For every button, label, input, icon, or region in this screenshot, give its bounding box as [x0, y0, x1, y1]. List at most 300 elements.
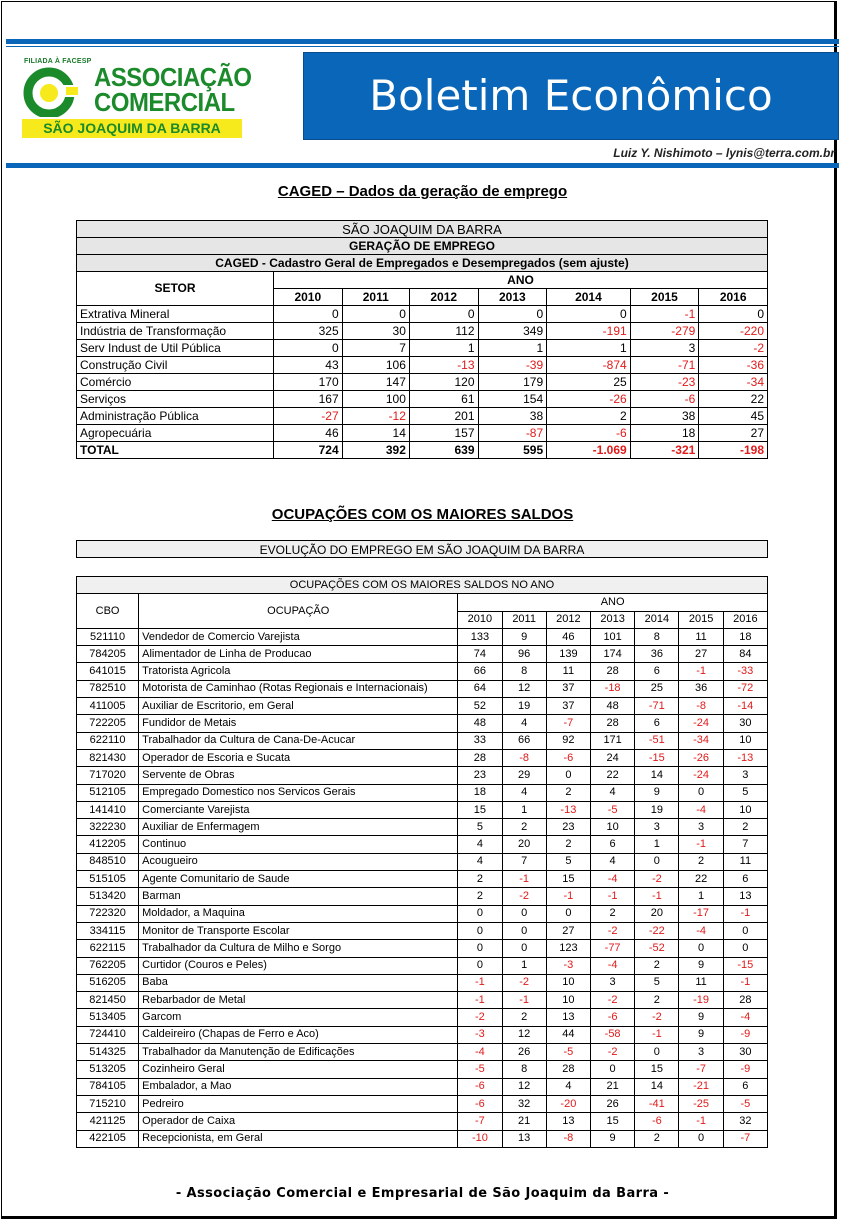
- occupation-value-cell: 6: [635, 663, 679, 680]
- occupation-value-cell: -8: [679, 698, 723, 715]
- caged-value-cell: 112: [409, 323, 478, 340]
- occupation-value-cell: -18: [591, 680, 635, 697]
- caged-value-cell: -6: [547, 425, 631, 442]
- caged-value-cell: 0: [409, 306, 478, 323]
- occupation-value-cell: 21: [502, 1113, 546, 1130]
- occupations-year-header: 2016: [723, 611, 767, 628]
- occupation-value-cell: 28: [723, 992, 767, 1009]
- header-top-bar: [6, 39, 839, 44]
- cbo-cell: 521110: [77, 628, 139, 645]
- cbo-cell: 514325: [77, 1044, 139, 1061]
- occupation-value-cell: 0: [458, 940, 502, 957]
- bulletin-title-box: [303, 52, 839, 140]
- occupation-value-cell: 6: [591, 836, 635, 853]
- caged-value-cell: 14: [342, 425, 409, 442]
- occupation-value-cell: -7: [458, 1113, 502, 1130]
- cbo-cell: 421125: [77, 1113, 139, 1130]
- occupation-value-cell: 3: [679, 819, 723, 836]
- caged-year-header: 2012: [409, 289, 478, 306]
- cbo-cell: 622110: [77, 732, 139, 749]
- occupation-value-cell: -4: [679, 801, 723, 818]
- caged-total-cell: 724: [274, 442, 343, 459]
- ocupacao-cell: Operador de Caixa: [139, 1113, 458, 1130]
- occupation-value-cell: 3: [635, 819, 679, 836]
- occupation-value-cell: 4: [591, 784, 635, 801]
- occupation-row: [77, 732, 768, 749]
- occupation-value-cell: 12: [502, 680, 546, 697]
- ocupacao-cell: Motorista de Caminhao (Rotas Regionais e Internacionais): [139, 680, 458, 697]
- occupation-value-cell: 11: [723, 853, 767, 870]
- occupation-row: [77, 1130, 768, 1147]
- occupation-value-cell: -19: [679, 992, 723, 1009]
- caged-value-cell: -71: [630, 357, 699, 374]
- occupation-value-cell: 7: [723, 836, 767, 853]
- occupation-value-cell: 32: [723, 1113, 767, 1130]
- occupation-value-cell: 9: [679, 957, 723, 974]
- caged-row: [77, 408, 768, 425]
- occupation-value-cell: -4: [679, 922, 723, 939]
- occupation-value-cell: 13: [546, 1113, 590, 1130]
- occupation-value-cell: 37: [546, 698, 590, 715]
- occupation-value-cell: 0: [502, 922, 546, 939]
- occupation-value-cell: 30: [723, 1044, 767, 1061]
- occupation-value-cell: 8: [502, 663, 546, 680]
- caged-table-source: CAGED - Cadastro Geral de Empregados e Desempregados (sem ajuste): [77, 255, 768, 272]
- occupations-year-header: 2013: [591, 611, 635, 628]
- ocupacao-cell: Auxiliar de Enfermagem: [139, 819, 458, 836]
- occupation-value-cell: -25: [679, 1095, 723, 1112]
- caged-value-cell: 38: [630, 408, 699, 425]
- occupation-value-cell: 44: [546, 1026, 590, 1043]
- occupation-value-cell: 10: [723, 801, 767, 818]
- occupation-row: [77, 1044, 768, 1061]
- ocupacao-cell: Comerciante Varejista: [139, 801, 458, 818]
- ocupacao-cell: Trabalhador da Cultura de Milho e Sorgo: [139, 940, 458, 957]
- occupation-value-cell: 0: [458, 905, 502, 922]
- ocupacao-cell: Acougueiro: [139, 853, 458, 870]
- caged-year-header: 2016: [699, 289, 768, 306]
- ocupacao-header: OCUPAÇÃO: [139, 594, 458, 629]
- ocupacao-cell: Cozinheiro Geral: [139, 1061, 458, 1078]
- occupations-year-header: 2012: [546, 611, 590, 628]
- occupation-value-cell: 6: [723, 1078, 767, 1095]
- occupation-value-cell: 0: [635, 853, 679, 870]
- caged-total-row: [77, 442, 768, 459]
- occupation-value-cell: 15: [458, 801, 502, 818]
- caged-year-header: 2014: [547, 289, 631, 306]
- occupation-value-cell: -1: [635, 888, 679, 905]
- ocupacao-cell: Trabalhador da Cultura de Cana-De-Acucar: [139, 732, 458, 749]
- caged-value-cell: 22: [699, 391, 768, 408]
- occupation-value-cell: 18: [458, 784, 502, 801]
- occupation-value-cell: 0: [679, 1130, 723, 1147]
- caged-value-cell: -87: [478, 425, 547, 442]
- occupation-value-cell: -41: [635, 1095, 679, 1112]
- occupation-value-cell: 0: [546, 767, 590, 784]
- occupation-value-cell: -15: [635, 749, 679, 766]
- caged-value-cell: 38: [478, 408, 547, 425]
- occupation-value-cell: 0: [723, 940, 767, 957]
- occupation-value-cell: 0: [458, 957, 502, 974]
- occupation-value-cell: -2: [635, 1009, 679, 1026]
- caged-value-cell: -1: [630, 306, 699, 323]
- occupations-ano-header: ANO: [458, 594, 768, 611]
- occupation-value-cell: 4: [546, 1078, 590, 1095]
- occupation-row: [77, 767, 768, 784]
- occupation-value-cell: -2: [591, 922, 635, 939]
- occupations-year-header: 2015: [679, 611, 723, 628]
- caged-value-cell: 2: [547, 408, 631, 425]
- occupation-value-cell: 10: [546, 992, 590, 1009]
- occupation-row: [77, 871, 768, 888]
- occupation-value-cell: 20: [502, 836, 546, 853]
- ocupacao-cell: Baba: [139, 974, 458, 991]
- occupation-value-cell: -4: [591, 871, 635, 888]
- header-bottom-bar: [6, 163, 839, 168]
- cbo-cell: 715210: [77, 1095, 139, 1112]
- caged-setor-header: SETOR: [77, 272, 274, 306]
- occupation-value-cell: 2: [635, 957, 679, 974]
- ocupacao-cell: Barman: [139, 888, 458, 905]
- caged-row: [77, 374, 768, 391]
- occupation-row: [77, 749, 768, 766]
- occupation-value-cell: 2: [635, 1130, 679, 1147]
- caged-value-cell: 179: [478, 374, 547, 391]
- occupation-value-cell: 2: [723, 819, 767, 836]
- caged-value-cell: -39: [478, 357, 547, 374]
- caged-total-cell: -1.069: [547, 442, 631, 459]
- caged-value-cell: -23: [630, 374, 699, 391]
- caged-year-header: 2011: [342, 289, 409, 306]
- cbo-cell: 762205: [77, 957, 139, 974]
- occupation-row: [77, 853, 768, 870]
- ocupacao-cell: Embalador, a Mao: [139, 1078, 458, 1095]
- occupation-value-cell: -8: [502, 749, 546, 766]
- occupation-value-cell: -71: [635, 698, 679, 715]
- caged-value-cell: -36: [699, 357, 768, 374]
- caged-value-cell: 106: [342, 357, 409, 374]
- occupation-row: [77, 905, 768, 922]
- caged-value-cell: 0: [274, 340, 343, 357]
- caged-table: [76, 220, 768, 459]
- caged-section-title: CAGED – Dados da geração de emprego: [277, 183, 568, 200]
- occupation-value-cell: 9: [679, 1009, 723, 1026]
- occupation-value-cell: -1: [591, 888, 635, 905]
- occupation-value-cell: 37: [546, 680, 590, 697]
- occupation-value-cell: -2: [502, 888, 546, 905]
- occupation-value-cell: -77: [591, 940, 635, 957]
- occupation-value-cell: -33: [723, 663, 767, 680]
- ocupacao-cell: Operador de Escoria e Sucata: [139, 749, 458, 766]
- occupation-value-cell: -3: [546, 957, 590, 974]
- ocupacao-cell: Empregado Domestico nos Servicos Gerais: [139, 784, 458, 801]
- occupation-value-cell: -6: [458, 1078, 502, 1095]
- caged-value-cell: -220: [699, 323, 768, 340]
- caged-year-header: 2015: [630, 289, 699, 306]
- occupation-value-cell: 19: [502, 698, 546, 715]
- ocupacao-cell: Continuo: [139, 836, 458, 853]
- occupation-row: [77, 1113, 768, 1130]
- occupations-year-header: 2014: [635, 611, 679, 628]
- occupation-value-cell: -1: [458, 992, 502, 1009]
- occupation-value-cell: 5: [546, 853, 590, 870]
- occupation-value-cell: 1: [502, 957, 546, 974]
- occupation-value-cell: -1: [679, 1113, 723, 1130]
- occupation-value-cell: -3: [458, 1026, 502, 1043]
- occupation-value-cell: 1: [502, 801, 546, 818]
- caged-value-cell: 167: [274, 391, 343, 408]
- caged-year-header: 2013: [478, 289, 547, 306]
- bulletin-title: Boletim Econômico: [369, 71, 773, 120]
- caged-setor-cell: Extrativa Mineral: [77, 306, 274, 323]
- occupation-row: [77, 1061, 768, 1078]
- occupation-row: [77, 1095, 768, 1112]
- caged-value-cell: -6: [630, 391, 699, 408]
- occupation-value-cell: 2: [635, 992, 679, 1009]
- caged-row: [77, 323, 768, 340]
- occupation-value-cell: 92: [546, 732, 590, 749]
- occupation-value-cell: -22: [635, 922, 679, 939]
- caged-value-cell: 43: [274, 357, 343, 374]
- cbo-cell: 411005: [77, 698, 139, 715]
- occupation-value-cell: 48: [591, 698, 635, 715]
- cbo-cell: 821430: [77, 749, 139, 766]
- occupation-value-cell: 12: [502, 1078, 546, 1095]
- occupation-row: [77, 663, 768, 680]
- occupation-value-cell: -58: [591, 1026, 635, 1043]
- occupation-value-cell: -5: [723, 1095, 767, 1112]
- occupation-value-cell: 13: [546, 1009, 590, 1026]
- occupation-value-cell: -20: [546, 1095, 590, 1112]
- occupation-value-cell: 13: [502, 1130, 546, 1147]
- cbo-cell: 513405: [77, 1009, 139, 1026]
- occupation-value-cell: 0: [591, 1061, 635, 1078]
- occupation-value-cell: 27: [546, 922, 590, 939]
- occupation-value-cell: -4: [458, 1044, 502, 1061]
- occupation-value-cell: 2: [458, 888, 502, 905]
- occupation-value-cell: 2: [546, 836, 590, 853]
- caged-row: [77, 340, 768, 357]
- occupations-year-header: 2010: [458, 611, 502, 628]
- occupations-table-title: OCUPAÇÕES COM OS MAIORES SALDOS NO ANO: [77, 577, 768, 594]
- occupation-value-cell: 10: [591, 819, 635, 836]
- footer-association: - Associação Comercial e Empresarial de São Joaquim da Barra -: [175, 1186, 670, 1201]
- occupation-value-cell: 11: [679, 974, 723, 991]
- cbo-cell: 516205: [77, 974, 139, 991]
- occupation-value-cell: -14: [723, 698, 767, 715]
- ocupacao-cell: Curtidor (Couros e Peles): [139, 957, 458, 974]
- occupation-value-cell: 10: [546, 974, 590, 991]
- occupation-row: [77, 698, 768, 715]
- caged-setor-cell: Administração Pública: [77, 408, 274, 425]
- occupation-value-cell: 5: [458, 819, 502, 836]
- ocupacao-cell: Monitor de Transporte Escolar: [139, 922, 458, 939]
- occupation-value-cell: -1: [723, 974, 767, 991]
- logo-name-line1: ASSOCIAÇÃO: [94, 62, 252, 92]
- caged-value-cell: 0: [274, 306, 343, 323]
- occupation-value-cell: 28: [591, 715, 635, 732]
- occupation-value-cell: 9: [679, 1026, 723, 1043]
- occupation-value-cell: -51: [635, 732, 679, 749]
- caged-ano-header: ANO: [274, 272, 768, 289]
- occupation-value-cell: 4: [591, 853, 635, 870]
- occupation-value-cell: 64: [458, 680, 502, 697]
- occupation-value-cell: 48: [458, 715, 502, 732]
- occupation-value-cell: -17: [679, 905, 723, 922]
- caged-value-cell: 61: [409, 391, 478, 408]
- occupation-value-cell: -6: [635, 1113, 679, 1130]
- caged-table-subtitle: GERAÇÃO DE EMPREGO: [77, 238, 768, 255]
- occupation-value-cell: -26: [679, 749, 723, 766]
- caged-value-cell: -12: [342, 408, 409, 425]
- occupation-value-cell: 6: [723, 871, 767, 888]
- occupation-value-cell: 25: [635, 680, 679, 697]
- occupation-value-cell: -7: [679, 1061, 723, 1078]
- caged-value-cell: 0: [699, 306, 768, 323]
- caged-value-cell: 18: [630, 425, 699, 442]
- ocupacao-cell: Trabalhador da Manutenção de Edificações: [139, 1044, 458, 1061]
- occupation-value-cell: 6: [635, 715, 679, 732]
- occupation-value-cell: 8: [635, 628, 679, 645]
- occupation-value-cell: 0: [635, 1044, 679, 1061]
- occupation-value-cell: 2: [679, 853, 723, 870]
- occupation-row: [77, 992, 768, 1009]
- caged-table-title: SÃO JOAQUIM DA BARRA: [77, 221, 768, 238]
- occupation-value-cell: 2: [591, 905, 635, 922]
- occupation-value-cell: 28: [458, 749, 502, 766]
- occupation-value-cell: -13: [723, 749, 767, 766]
- caged-total-cell: 639: [409, 442, 478, 459]
- caged-total-cell: -321: [630, 442, 699, 459]
- cbo-cell: 717020: [77, 767, 139, 784]
- caged-setor-cell: Construção Civil: [77, 357, 274, 374]
- caged-setor-cell: Indústria de Transformação: [77, 323, 274, 340]
- occupation-value-cell: 2: [546, 784, 590, 801]
- caged-value-cell: -2: [699, 340, 768, 357]
- caged-value-cell: 46: [274, 425, 343, 442]
- occupation-row: [77, 922, 768, 939]
- occupation-row: [77, 940, 768, 957]
- occupation-value-cell: 12: [502, 1026, 546, 1043]
- caged-value-cell: 0: [342, 306, 409, 323]
- occupation-value-cell: -1: [458, 974, 502, 991]
- occupation-value-cell: 96: [502, 646, 546, 663]
- occupation-value-cell: -10: [458, 1130, 502, 1147]
- occupation-value-cell: 66: [502, 732, 546, 749]
- caged-value-cell: -191: [547, 323, 631, 340]
- caged-value-cell: 0: [478, 306, 547, 323]
- occupation-value-cell: 3: [679, 1044, 723, 1061]
- occupation-row: [77, 819, 768, 836]
- occupation-value-cell: 27: [679, 646, 723, 663]
- occupation-value-cell: -24: [679, 715, 723, 732]
- cbo-cell: 334115: [77, 922, 139, 939]
- occupation-value-cell: -8: [546, 1130, 590, 1147]
- occupation-value-cell: -6: [546, 749, 590, 766]
- occupation-value-cell: 2: [502, 1009, 546, 1026]
- cbo-header: CBO: [77, 594, 139, 629]
- occupation-value-cell: 74: [458, 646, 502, 663]
- cbo-cell: 821450: [77, 992, 139, 1009]
- occupation-value-cell: 0: [502, 905, 546, 922]
- occupation-value-cell: -9: [723, 1061, 767, 1078]
- occupation-value-cell: -72: [723, 680, 767, 697]
- occupation-value-cell: -2: [591, 992, 635, 1009]
- occupation-value-cell: 28: [591, 663, 635, 680]
- caged-total-cell: -198: [699, 442, 768, 459]
- occupation-row: [77, 680, 768, 697]
- occupation-value-cell: 123: [546, 940, 590, 957]
- occupation-value-cell: 11: [546, 663, 590, 680]
- caged-value-cell: 201: [409, 408, 478, 425]
- occupation-value-cell: 1: [679, 888, 723, 905]
- caged-value-cell: 147: [342, 374, 409, 391]
- occupation-value-cell: -52: [635, 940, 679, 957]
- occupation-value-cell: 66: [458, 663, 502, 680]
- occupation-value-cell: 4: [458, 836, 502, 853]
- occupation-value-cell: -34: [679, 732, 723, 749]
- cbo-cell: 513205: [77, 1061, 139, 1078]
- occupation-value-cell: 20: [635, 905, 679, 922]
- ocupacao-cell: Alimentador de Linha de Producao: [139, 646, 458, 663]
- occupation-value-cell: 10: [723, 732, 767, 749]
- occupation-value-cell: -7: [723, 1130, 767, 1147]
- occupation-value-cell: -1: [723, 905, 767, 922]
- ocupacao-cell: Moldador, a Maquina: [139, 905, 458, 922]
- caged-setor-cell: Agropecuária: [77, 425, 274, 442]
- occupation-value-cell: -2: [458, 1009, 502, 1026]
- occupation-value-cell: -21: [679, 1078, 723, 1095]
- cbo-cell: 784205: [77, 646, 139, 663]
- occupation-value-cell: -2: [635, 871, 679, 888]
- caged-value-cell: 120: [409, 374, 478, 391]
- occupation-value-cell: 19: [635, 801, 679, 818]
- occupation-value-cell: 84: [723, 646, 767, 663]
- occupation-value-cell: -4: [591, 957, 635, 974]
- occupation-value-cell: 22: [591, 767, 635, 784]
- occupation-value-cell: 9: [502, 628, 546, 645]
- occupation-value-cell: 139: [546, 646, 590, 663]
- occupation-value-cell: 3: [591, 974, 635, 991]
- cbo-cell: 422105: [77, 1130, 139, 1147]
- occupation-value-cell: 3: [723, 767, 767, 784]
- caged-value-cell: 157: [409, 425, 478, 442]
- occupation-value-cell: 52: [458, 698, 502, 715]
- occupation-value-cell: -5: [458, 1061, 502, 1078]
- ocupacao-cell: Fundidor de Metais: [139, 715, 458, 732]
- occupation-value-cell: 30: [723, 715, 767, 732]
- ocupacao-cell: Garcom: [139, 1009, 458, 1026]
- caged-value-cell: 25: [547, 374, 631, 391]
- occupation-row: [77, 974, 768, 991]
- ocupacao-cell: Vendedor de Comercio Varejista: [139, 628, 458, 645]
- caged-total-label: TOTAL: [77, 442, 274, 459]
- occupation-value-cell: -1: [679, 663, 723, 680]
- ocupacao-cell: Servente de Obras: [139, 767, 458, 784]
- cbo-cell: 722205: [77, 715, 139, 732]
- occupation-value-cell: 9: [591, 1130, 635, 1147]
- occupation-row: [77, 628, 768, 645]
- occupations-table: [76, 576, 768, 1148]
- caged-value-cell: -13: [409, 357, 478, 374]
- cbo-cell: 782510: [77, 680, 139, 697]
- occupation-value-cell: 23: [546, 819, 590, 836]
- cbo-cell: 641015: [77, 663, 139, 680]
- occupation-value-cell: 22: [679, 871, 723, 888]
- caged-value-cell: -874: [547, 357, 631, 374]
- evolution-banner: EVOLUÇÃO DO EMPREGO EM SÃO JOAQUIM DA BARRA: [76, 540, 768, 558]
- cbo-cell: 722320: [77, 905, 139, 922]
